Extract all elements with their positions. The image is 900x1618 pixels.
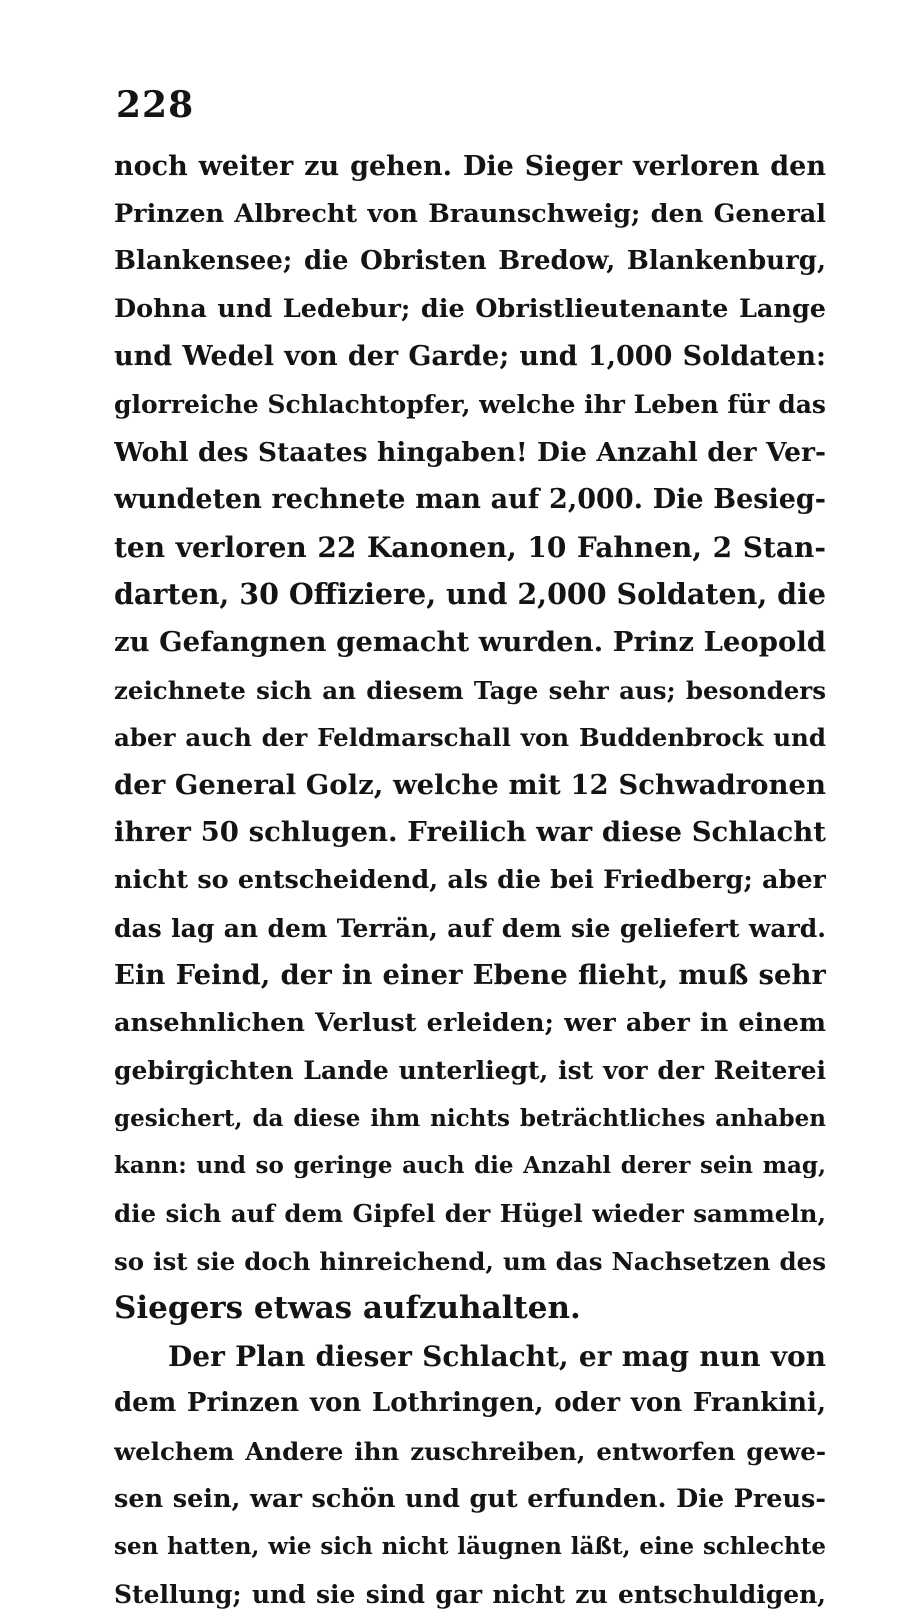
text-line: Prinzen Albrecht von Braunschweig; den General bbox=[114, 198, 826, 229]
text-line: aber auch der Feldmarschall von Buddenbrock und bbox=[114, 723, 826, 753]
text-line: ansehnlichen Verlust erleiden; wer aber in einem bbox=[114, 1007, 826, 1038]
text-line: der General Golz, welche mit 12 Schwadronen bbox=[114, 768, 826, 801]
text-line: und Wedel von der Garde; und 1,000 Soldaten: bbox=[114, 341, 826, 373]
text-line: ihrer 50 schlugen. Freilich war diese Schlacht bbox=[114, 816, 826, 849]
text-line: Wohl des Staates hingaben! Die Anzahl der Ver- bbox=[114, 436, 826, 468]
text-line: darten, 30 Offiziere, und 2,000 Soldaten, die bbox=[114, 577, 826, 612]
text-line: kann: und so geringe auch die Anzahl derer sein mag, bbox=[114, 1152, 826, 1180]
text-line: so ist sie doch hinreichend, um das Nachsetzen des bbox=[114, 1246, 826, 1276]
text-line: gebirgichten Lande unterliegt, ist vor der Reiterei bbox=[114, 1056, 826, 1086]
text-line: glorreiche Schlachtopfer, welche ihr Leben für das bbox=[114, 389, 826, 419]
text-line: Dohna und Ledebur; die Obristlieutenante Lange bbox=[114, 293, 826, 324]
text-line: dem Prinzen von Lothringen, oder von Frankini, bbox=[114, 1388, 826, 1419]
text-line: Ein Feind, der in einer Ebene flieht, muß sehr bbox=[114, 959, 826, 992]
text-line: das lag an dem Terrän, auf dem sie geliefert ward. bbox=[114, 913, 826, 943]
text-line: zeichnete sich an diesem Tage sehr aus; besonders bbox=[114, 675, 826, 705]
text-line: zu Gefangnen gemacht wurden. Prinz Leopold bbox=[114, 625, 826, 658]
paragraph-end-line: Siegers etwas aufzuhalten. bbox=[114, 1290, 581, 1327]
text-line: gesichert, da diese ihm nichts beträchtliches anhaben bbox=[114, 1104, 826, 1132]
text-line: wundeten rechnete man auf 2,000. Die Besieg- bbox=[114, 484, 826, 516]
text-line: welchem Andere ihn zuschreiben, entworfen gewe- bbox=[114, 1437, 826, 1467]
text-line: ten verloren 22 Kanonen, 10 Fahnen, 2 Stan- bbox=[114, 530, 826, 564]
page-number: 228 bbox=[116, 84, 195, 126]
text-line: noch weiter zu gehen. Die Sieger verloren den bbox=[114, 151, 826, 182]
text-line: nicht so entscheidend, als die bei Friedberg; aber bbox=[114, 864, 826, 895]
text-line: die sich auf dem Gipfel der Hügel wieder sammeln, bbox=[114, 1199, 826, 1229]
body-text bbox=[114, 143, 826, 1618]
text-line: sen sein, war schön und gut erfunden. Die Preus- bbox=[114, 1483, 826, 1514]
text-line: Blankensee; die Obristen Bredow, Blankenburg, bbox=[114, 246, 826, 277]
paragraph-start-line: Der Plan dieser Schlacht, er mag nun von bbox=[168, 1339, 826, 1373]
text-line: sen hatten, wie sich nicht läugnen läßt, eine schlechte bbox=[114, 1533, 826, 1561]
text-line: Stellung; und sie sind gar nicht zu entschuldigen, bbox=[114, 1579, 826, 1609]
